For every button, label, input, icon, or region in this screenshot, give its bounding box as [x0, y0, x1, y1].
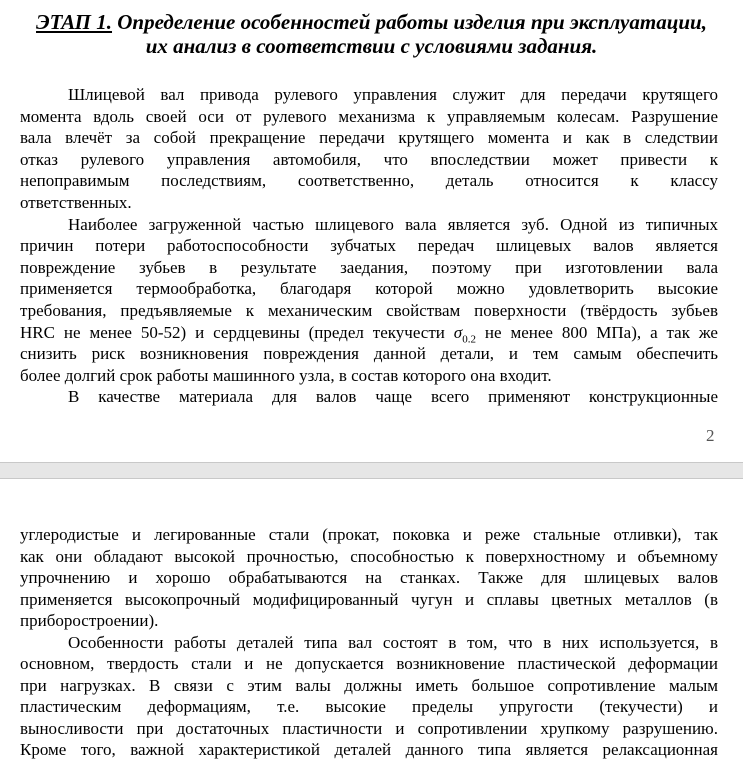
text-line: требования, предъявляемые к механическим свойствам поверхности (твёрдость зубьев — [20, 300, 718, 320]
text-line: выносливости при достаточных пластичности и сопротивлении хрупкому разрушению. — [20, 718, 718, 738]
page-2-body — [20, 524, 718, 761]
text-line: приборостроении). — [20, 611, 159, 630]
text-line: снизить риск возникновения повреждения данной детали, и тем самым обеспечить — [20, 344, 718, 364]
text-line: повреждение зубьев в результате заедания, поэтому при изготовлении вала — [20, 257, 718, 277]
text-segment: не менее 800 МПа), а так же — [475, 322, 718, 342]
text-line: основном, твердость стали и не допускается возникновение пластической деформации — [20, 654, 718, 673]
sigma-subscript: 0.2 — [462, 332, 476, 345]
paragraph-continued — [20, 524, 718, 632]
stage-label: ЭТАП 1. — [36, 10, 113, 34]
text-line: применяется термообработка, благодаря которой можно удовлетворить высокие — [20, 279, 718, 299]
text-line: ответственных. — [20, 192, 132, 212]
text-line: Особенности работы деталей типа вал состоят в том, что в них используется, в — [68, 632, 718, 652]
section-title-line-2: их анализ в соответствии с условиями задания. — [145, 34, 598, 58]
paragraph-1 — [20, 84, 718, 214]
text-line: при нагрузках. В связи с этим валы должны иметь большое сопротивление малым — [20, 675, 718, 695]
paragraph-2 — [20, 214, 718, 387]
text-line: причин потери работоспособности зубчатых передач шлицевых валов является — [20, 236, 718, 256]
text-line-with-formula — [20, 322, 718, 344]
text-line: момента вдоль своей оси от рулевого механизма к управляемым колесам. Разрушение — [20, 106, 718, 126]
text-segment: HRC не менее 50-52) и сердцевины (предел текучести — [20, 322, 454, 342]
section-title-line-1 — [0, 10, 743, 34]
paragraph-3 — [20, 386, 718, 408]
page-separator — [0, 462, 743, 479]
sigma-symbol: σ — [453, 322, 463, 342]
text-line: пластическим деформациям, т.е. высокие пределы упругости (текучести) и — [20, 697, 718, 716]
text-line: непоправимым последствиям, соответственно, деталь относится к классу — [20, 171, 718, 191]
paragraph-4 — [20, 632, 718, 761]
text-line: упрочнению и хорошо обрабатываются на станках. Также для шлицевых валов — [20, 568, 718, 587]
text-line: углеродистые и легированные стали (прокат, поковка и реже стальные отливки), так — [20, 525, 718, 544]
text-line: Наиболее загруженной частью шлицевого вала является зуб. Одной из типичных — [68, 214, 718, 234]
section-title-text: Определение особенностей работы изделия при эксплуатации, — [112, 10, 707, 34]
text-line: отказ рулевого управления автомобиля, что впоследствии может привести к — [20, 149, 718, 169]
text-line: Шлицевой вал привода рулевого управления служит для передачи крутящего — [68, 85, 718, 104]
text-line: более долгий срок работы машинного узла, в состав которого она входит. — [20, 365, 552, 385]
text-line: применяется высокопрочный модифицированный чугун и сплавы цветных металлов (в — [20, 589, 718, 609]
page-number: 2 — [706, 426, 715, 445]
text-line: Кроме того, важной характеристикой деталей данного типа является релаксационная — [20, 740, 718, 759]
page-1-body — [20, 84, 718, 408]
text-line: вала влечёт за собой прекращение передачи крутящего момента и как в следствии — [20, 128, 718, 148]
text-line: как они обладают высокой прочностью, способностью к поверхностному и объемному — [20, 546, 718, 566]
text-line: В качестве материала для валов чаще всего применяют конструкционные — [68, 387, 718, 407]
